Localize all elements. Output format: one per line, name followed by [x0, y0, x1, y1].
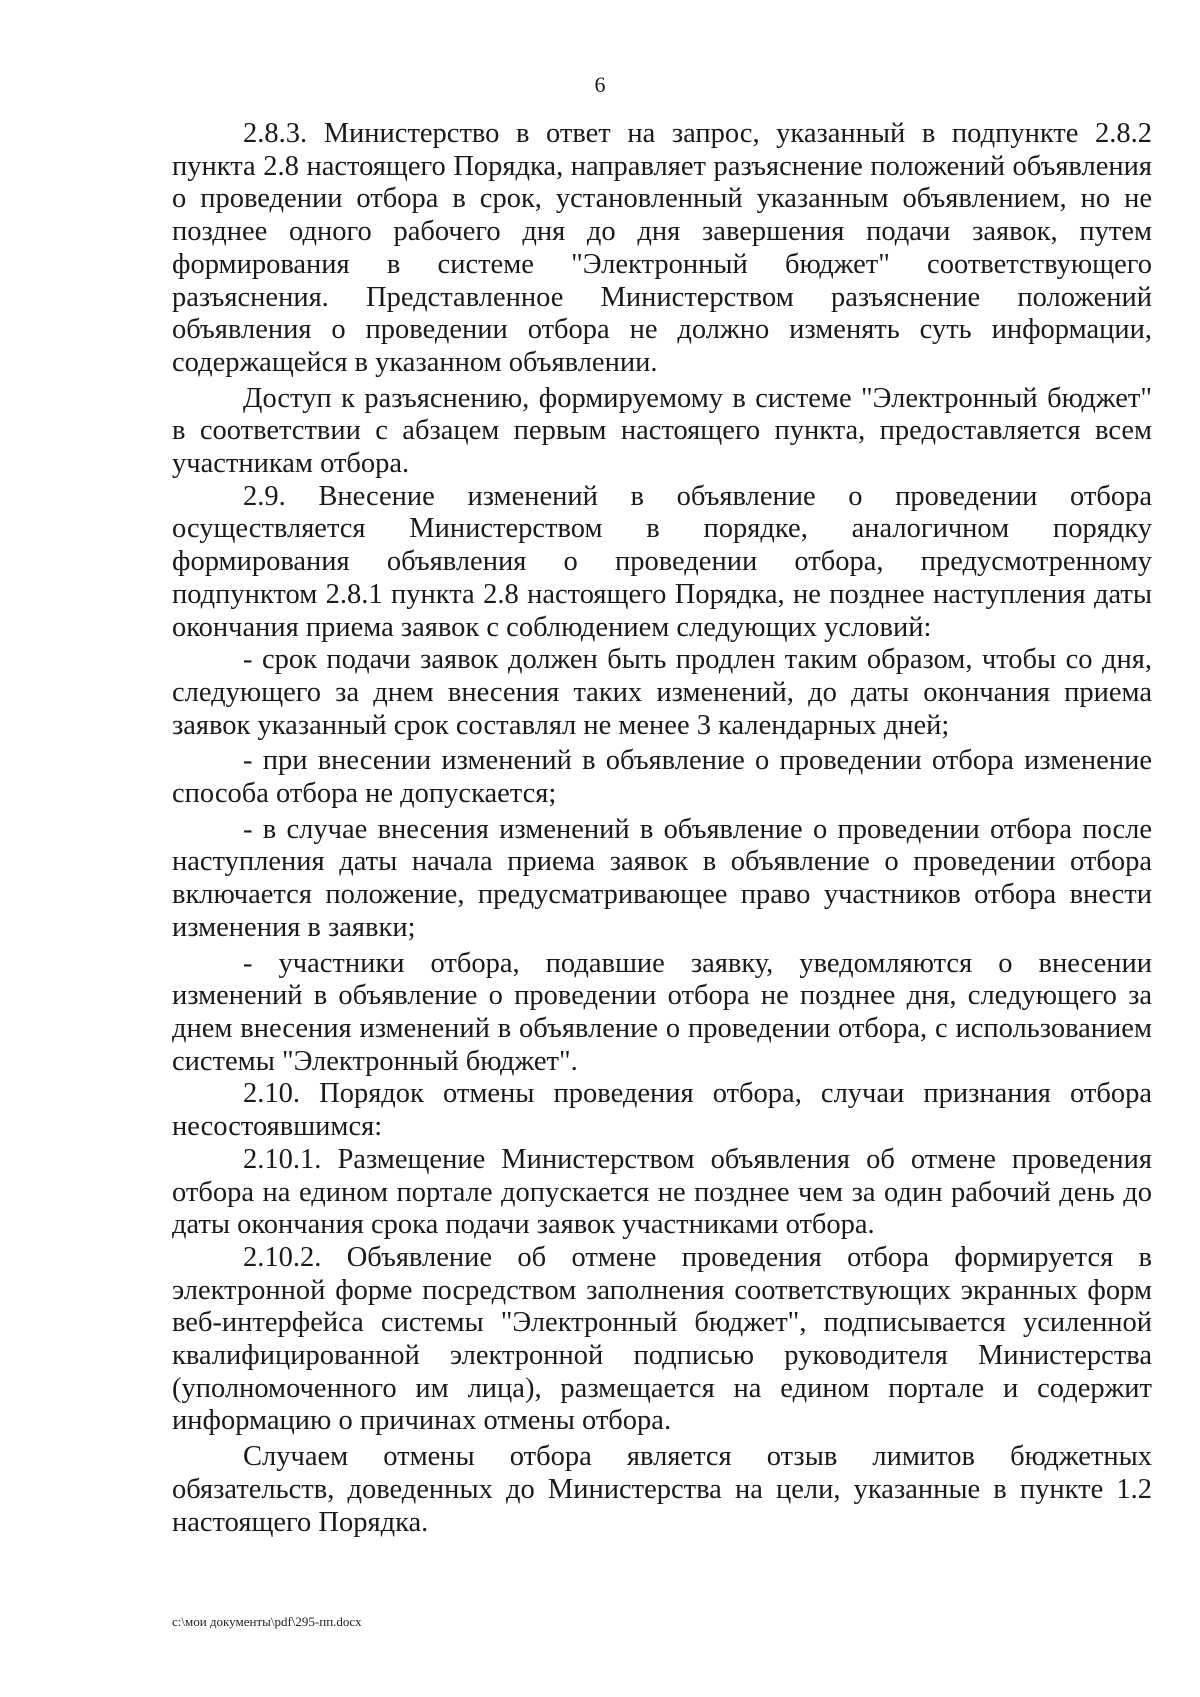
footer-file-path: c:\мои документы\pdf\295-пп.docx	[172, 1614, 362, 1629]
list-item-method-unchanged: - при внесении изменений в объявление о проведении отбора изменение способа отбора не допускается;	[172, 745, 1152, 810]
page-number: 6	[594, 72, 606, 97]
list-item-participants-notified: - участники отбора, подавшие заявку, уведомляются о внесении изменений в объявление о проведении отбора не позднее дня, следующего за днем внесения изменений в объявление о проведении отбора, с использованием системы "Электронный бюджет".	[172, 947, 1152, 1077]
paragraph-access-clarification: Доступ к разъяснению, формируемому в системе "Электронный бюджет" в соответствии с абзацем первым настоящего пункта, предоставляется всем участникам отбора.	[172, 382, 1152, 480]
paragraph-2-9: 2.9. Внесение изменений в объявление о проведении отбора осуществляется Министерством в порядке, аналогичном порядку формирования объявления о проведении отбора, предусмотренному подпунктом 2.8.1 пункта 2.8 настоящего Порядка, не позднее наступления даты окончания приема заявок с соблюдением следующих условий:	[172, 480, 1152, 643]
paragraph-2-10: 2.10. Порядок отмены проведения отбора, случаи признания отбора несостоявшимся:	[172, 1078, 1152, 1143]
list-item-amend-applications: - в случае внесения изменений в объявление о проведении отбора после наступления даты начала приема заявок в объявление о проведении отбора включается положение, предусматривающее право участников отбора внести изменения в заявки;	[172, 813, 1152, 943]
paragraph-2-10-1: 2.10.1. Размещение Министерством объявления об отмене проведения отбора на едином портале допускается не позднее чем за один рабочий день до даты окончания срока подачи заявок участниками отбора.	[172, 1143, 1152, 1241]
list-item-deadline-extension: - срок подачи заявок должен быть продлен таким образом, чтобы со дня, следующего за днем внесения таких изменений, до даты окончания приема заявок указанный срок составлял не менее 3 календарных дней;	[172, 644, 1152, 741]
paragraph-cancellation-case: Случаем отмены отбора является отзыв лимитов бюджетных обязательств, доведенных до Министерства на цели, указанные в пункте 1.2 настоящего Порядка.	[172, 1441, 1152, 1538]
paragraph-2-10-2: 2.10.2. Объявление об отмене проведения отбора формируется в электронной форме посредством заполнения соответствующих экранных форм веб-интерфейса системы "Электронный бюджет", подписывается усиленной квалифицированной электронной подписью руководителя Министерства (уполномоченного им лица), размещается на едином портале и содержит информацию о причинах отмены отбора.	[172, 1241, 1152, 1437]
document-body	[172, 118, 1152, 1539]
paragraph-2-8-3: 2.8.3. Министерство в ответ на запрос, указанный в подпункте 2.8.2 пункта 2.8 настоящего Порядка, направляет разъяснение положений объявления о проведении отбора в срок, установленный указанным объявлением, но не позднее одного рабочего дня до дня завершения подачи заявок, путем формирования в системе "Электронный бюджет" соответствующего разъяснения. Представленное Министерством разъяснение положений объявления о проведении отбора не должно изменять суть информации, содержащейся в указанном объявлении.	[172, 118, 1152, 378]
